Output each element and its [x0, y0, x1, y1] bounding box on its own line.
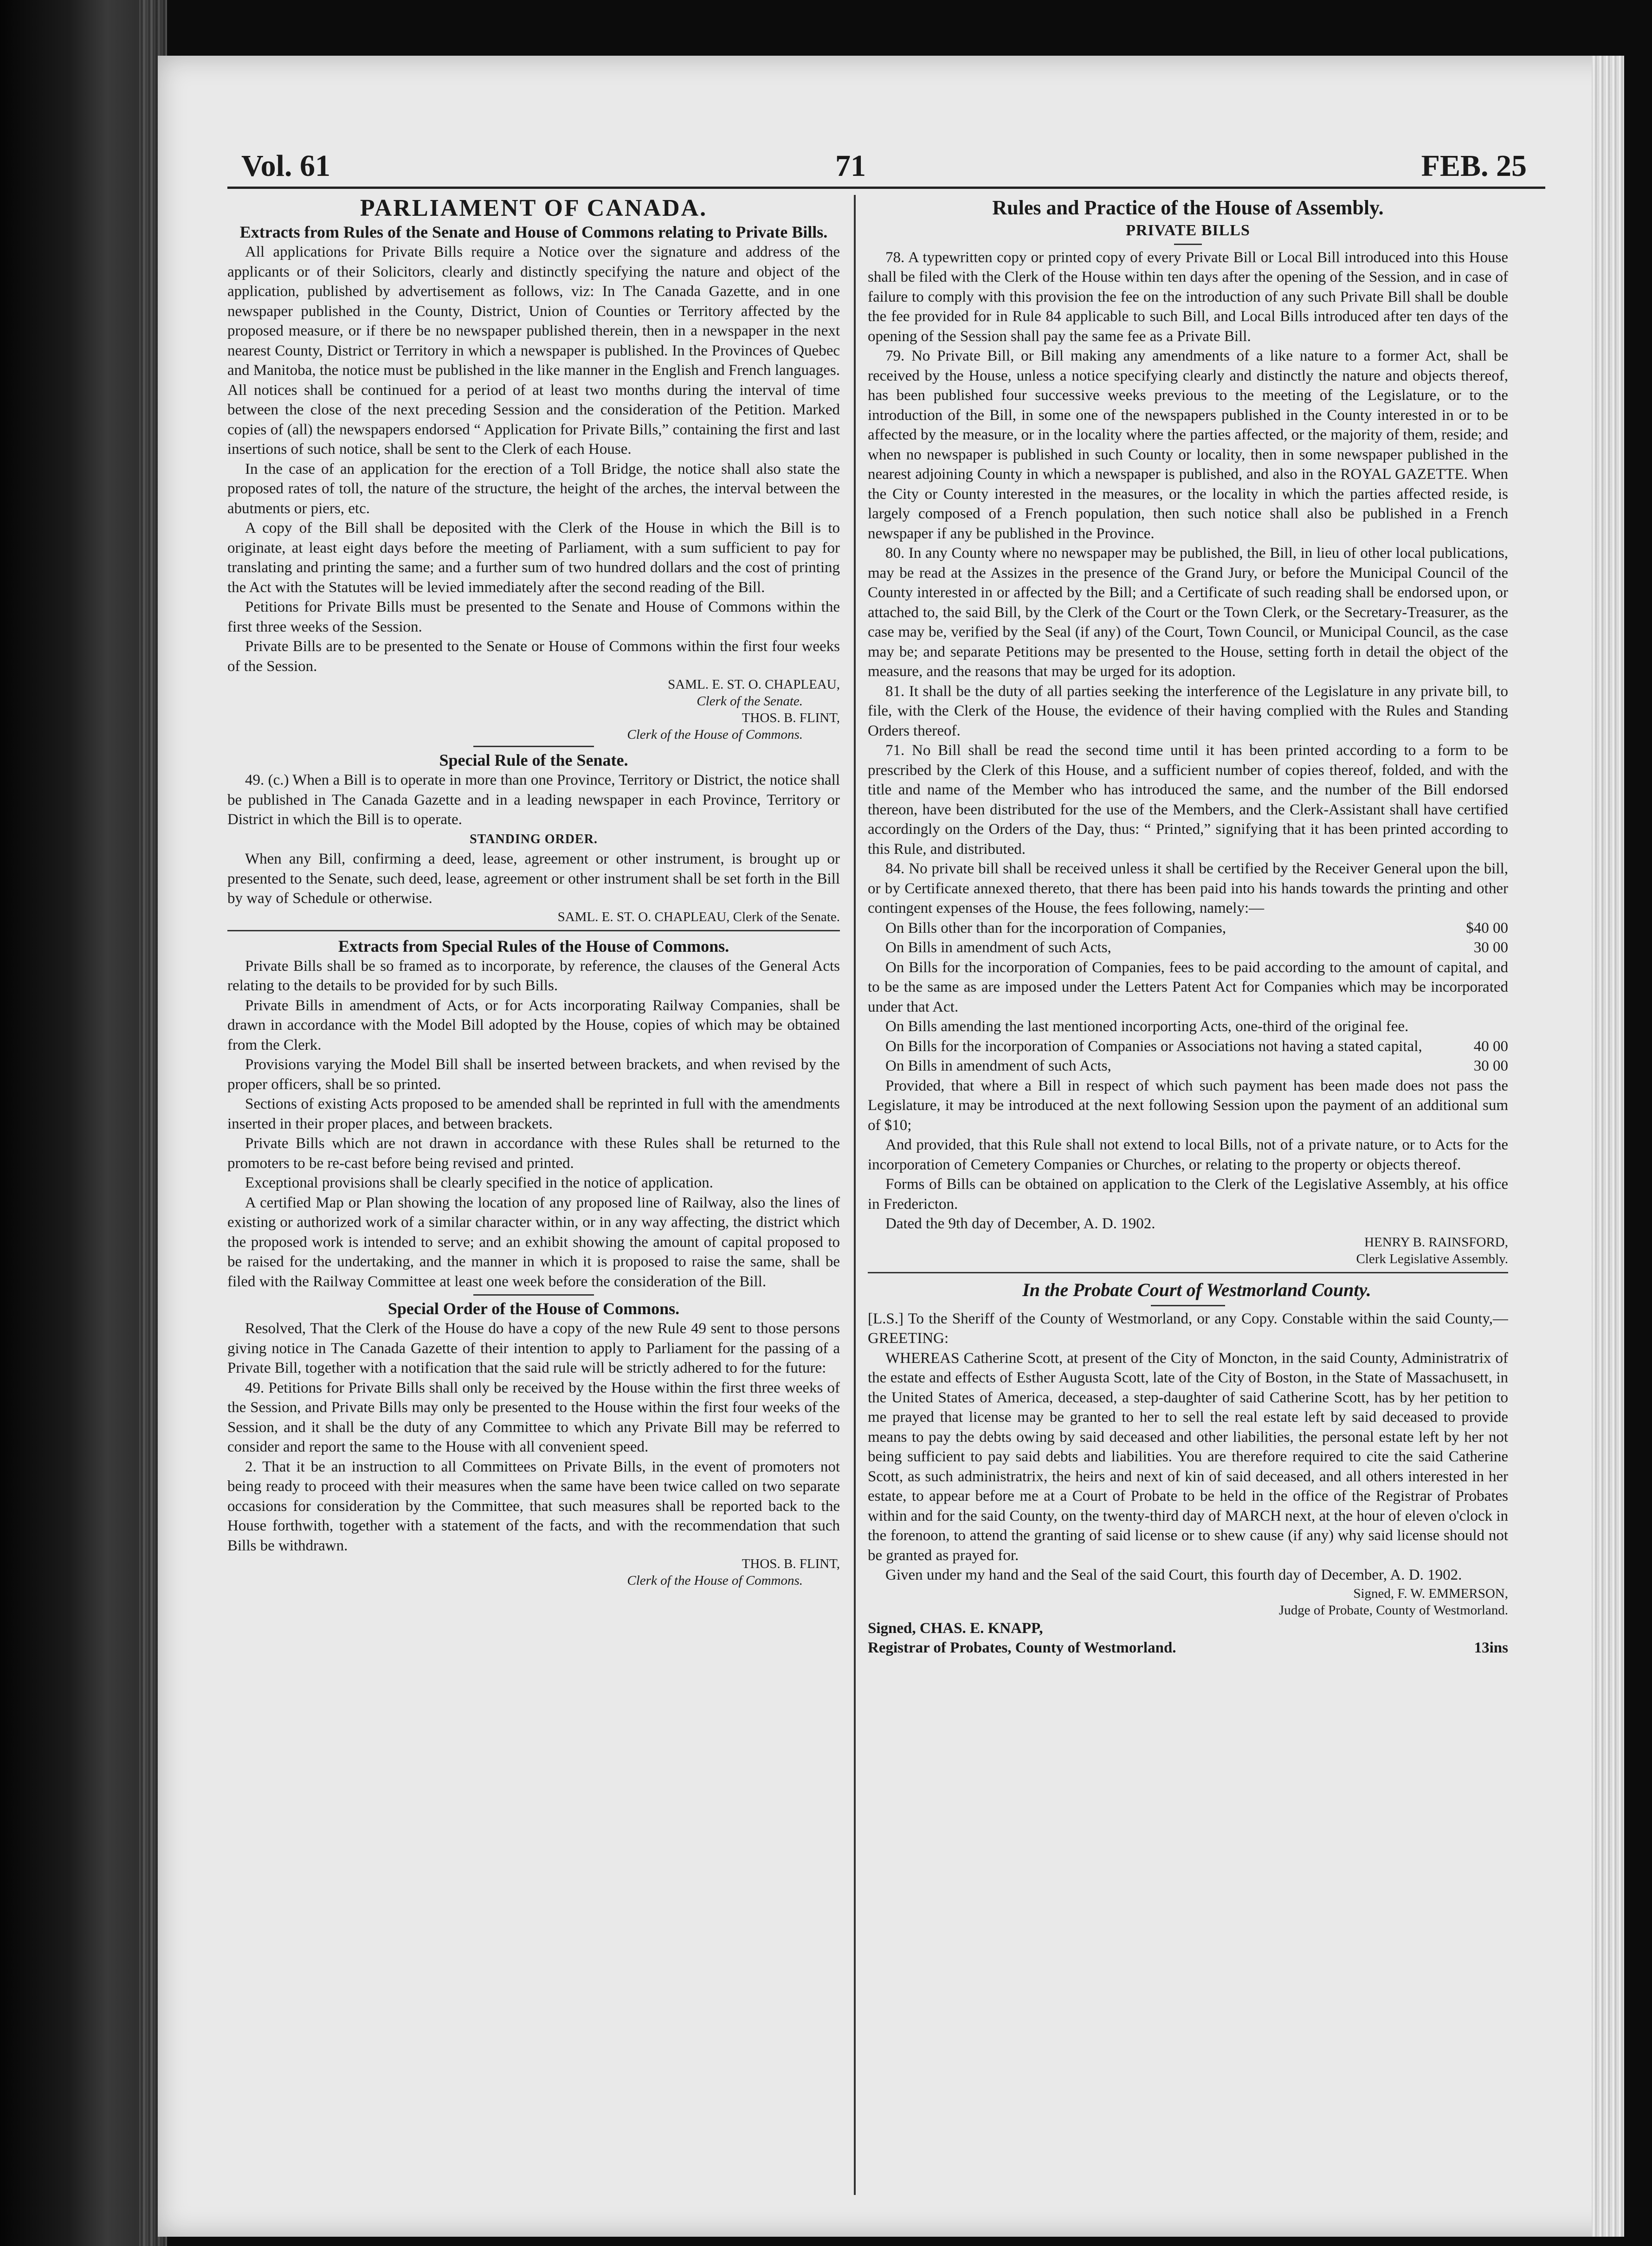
- rule-71: 71. No Bill shall be read the second time until it has been printed according to a form to be prescribed by the Clerk of this House, and a sufficient number of copies thereof, folded, and with the title and name of the Member who has introduced the same, and the number of the Bill endorsed thereon, have been distributed for the use of the Members, and the Clerk-Assistant shall have certified accordingly on the Orders of the Day, thus: “ Printed,” signifying that it has been printed according to this Rule, and distributed.: [868, 742, 1508, 858]
- divider: [473, 746, 594, 747]
- commons-rule-1: Private Bills shall be so framed as to incorporate, by reference, the clauses of the General Acts relating to the details to be provided for by such Bills.: [227, 957, 840, 994]
- issue-date: FEB. 25: [1421, 149, 1527, 183]
- rule-79: 79. No Private Bill, or Bill making any amendments of a like nature to a former Act, shall be received by the House, unless a notice specifying clearly and distinctly the nature and objects thereof, has been published four successive weeks previous to the meeting of the Legislature, or to the introduction of the Bill, in some one of the newspapers published in the County interested in or to be affected by the measure, or in the locality where the parties affected, or the majority of them, reside; and when no newspaper is published in such County or locality, then in some newspaper published in the nearest adjoining County in which a newspaper is published, and also in the ROYAL GAZETTE. When the City or County interested in the measures, or the locality in which the parties affected reside, is largely composed of a French population, then such notice shall also be published in a French newspaper if any be published in the Province.: [868, 348, 1508, 542]
- probate-heading: In the Probate Court of Westmorland County.: [1022, 1279, 1371, 1300]
- toll-bridge-paragraph: In the case of an application for the erection of a Toll Bridge, the notice shall also state the proposed rates of toll, the nature of the structure, the height of the arches, the interval between the abutments or piers, etc.: [227, 460, 840, 517]
- rule-84: 84. No private bill shall be received unless it shall be certified by the Receiver General upon the bill, or by Certificate annexed thereto, that there has been paid into his hands towards the printing and other contingent expenses of the House, the fees following, namely:—: [868, 860, 1508, 916]
- divider: [868, 1272, 1508, 1273]
- private-bills-subheading: PRIVATE BILLS: [1126, 222, 1250, 239]
- fee-label: On Bills for the incorporation of Companies or Associations not having a stated capital,: [885, 1038, 1422, 1055]
- special-order-heading: Special Order of the House of Commons.: [387, 1299, 680, 1318]
- signature-flint-2-title: Clerk of the House of Commons.: [627, 1573, 803, 1588]
- signature-knapp-title: Registrar of Probates, County of Westmorland.: [868, 1639, 1176, 1656]
- rule-49-paragraph: 49. Petitions for Private Bills shall only be received by the House within the first three weeks of the Session, and Private Bills may only be presented to the House within the first four weeks of the Session, and it shall be the duty of any Committee to which any Private Bill may be referred to consider and report the same to the House with all convenient speed.: [227, 1379, 840, 1455]
- signature-knapp: Signed, CHAS. E. KNAPP,: [868, 1620, 1043, 1637]
- presentation-paragraph: Private Bills are to be presented to the Senate or House of Commons within the first four weeks of the Session.: [227, 638, 840, 675]
- commons-rule-6: Exceptional provisions shall be clearly specified in the notice of application.: [245, 1175, 713, 1191]
- proviso-2: And provided, that this Rule shall not extend to local Bills, not of a private nature, or to Acts for the incorporation of Cemetery Companies or Churches, or relating to the property or objects thereof.: [868, 1136, 1508, 1173]
- petitions-paragraph: Petitions for Private Bills must be presented to the Senate and House of Commons within the first three weeks of the Session.: [227, 599, 840, 635]
- divider: [473, 1294, 594, 1296]
- standing-order-text: When any Bill, confirming a deed, lease, agreement or other instrument, is brought up or presented to the Senate, such deed, lease, agreement or other instrument shall be set forth in the Bill by way of Schedule or otherwise.: [227, 851, 840, 907]
- fee-amount: 30 00: [1473, 939, 1508, 956]
- standing-order-heading: STANDING ORDER.: [470, 832, 598, 846]
- signature-emmerson: Signed, F. W. EMMERSON,: [1353, 1586, 1508, 1601]
- parliament-title: PARLIAMENT OF CANADA.: [360, 195, 708, 221]
- divider: [1174, 244, 1202, 245]
- page-stack-edge: [1592, 56, 1624, 2237]
- fee-amending: On Bills amending the last mentioned incorporting Acts, one-third of the original fee.: [885, 1018, 1409, 1035]
- commons-rule-2: Private Bills in amendment of Acts, or for Acts incorporating Railway Companies, shall be drawn in accordance with the Model Bill adopted by the House, copies of which may be obtained from the Clerk.: [227, 997, 840, 1053]
- special-rule-heading: Special Rule of the Senate.: [439, 751, 628, 769]
- fee-amount: $40 00: [1466, 919, 1508, 936]
- divider: [1151, 1305, 1225, 1306]
- proviso-1: Provided, that where a Bill in respect of which such payment has been made does not pass the Legislature, it may be introduced at the next following Session upon the payment of an additional sum of $10;: [868, 1077, 1508, 1134]
- fee-amount: 40 00: [1473, 1038, 1508, 1055]
- book-spine: [0, 0, 153, 2246]
- signature-flint-2: THOS. B. FLINT,: [742, 1556, 840, 1571]
- commons-rule-7: A certified Map or Plan showing the location of any proposed line of Railway, also the lines of existing or authorized work of a similar character within, or in any way affecting, the district which the proposed work is intended to serve; and an exhibit showing the amount of capital proposed to be raised for the undertaking, and the manner in which it is proposed to raise the same, shall be filed with the Railway Committee at least one week before the consideration of the Bill.: [227, 1194, 840, 1290]
- fee-incorporation: On Bills for the incorporation of Companies, fees to be paid according to the amount of capital, and to be the same as are imposed under the Letters Patent Act for Companies which may be incorporated under that Act.: [868, 959, 1508, 1015]
- signature-rainsford-title: Clerk Legislative Assembly.: [1356, 1251, 1508, 1266]
- signature-chapleau: SAML. E. ST. O. CHAPLEAU,: [668, 677, 840, 692]
- fee-row: [868, 1037, 1508, 1057]
- deposit-paragraph: A copy of the Bill shall be deposited with the Clerk of the House in which the Bill is to originate, at least eight days before the meeting of Parliament, with a sum sufficient to pay for translating and printing the same; and a further sum of two hundred dollars and the cost of printing the Act with the Statutes will be levied immediately after the second reading of the Bill.: [227, 520, 840, 596]
- commons-rule-4: Sections of existing Acts proposed to be amended shall be reprinted in full with the amendments inserted in their proper places, and between brackets.: [227, 1096, 840, 1132]
- signature-rainsford: HENRY B. RAINSFORD,: [1364, 1234, 1508, 1250]
- signature-flint: THOS. B. FLINT,: [742, 710, 840, 725]
- forms-paragraph: Forms of Bills can be obtained on application to the Clerk of the Legislative Assembly, at his office in Fredericton.: [868, 1176, 1508, 1213]
- fee-row: [868, 918, 1508, 938]
- fee-label: On Bills in amendment of such Acts,: [885, 1058, 1111, 1074]
- commons-rule-5: Private Bills which are not drawn in accordance with these Rules shall be returned to the promoters to be re-cast before being revised and printed.: [227, 1135, 840, 1172]
- rule-81: 81. It shall be the duty of all parties seeking the interference of the Legislature in any private bill, to file, with the Clerk of the House, the evidence of their having complied with the Rules and Standing Orders thereof.: [868, 683, 1508, 739]
- rule-80: 80. In any County where no newspaper may be published, the Bill, in lieu of other local publications, may be read at the Assizes in the presence of the Grand Jury, or before the Municipal Council of the County interested in or affected by the Bill; and a Certificate of such reading shall be endorsed upon, or attached to, the said Bill, by the Clerk of the Court or the Town Clerk, or the Secretary-Treasurer, as the case may be, verified by the Seal (if any) of the Court, Town Council, or Municipal Council, as the case may be; and separate Petitions may be presented to the House, setting forth in detail the object of the measure, and the reasons that may be urged for its adoption.: [868, 545, 1508, 680]
- right-column: [868, 195, 1508, 2195]
- assembly-heading: Rules and Practice of the House of Assembly.: [992, 196, 1384, 219]
- fee-amount: 30 00: [1473, 1058, 1508, 1074]
- probate-address: [L.S.] To the Sheriff of the County of Westmorland, or any Copy. Constable within the said County,—GREETING:: [868, 1310, 1508, 1347]
- dated-line: Dated the 9th day of December, A. D. 1902.: [885, 1215, 1155, 1232]
- column-rule: [854, 195, 856, 2195]
- divider: [227, 930, 840, 931]
- signature-chapleau-2: SAML. E. ST. O. CHAPLEAU, Clerk of the Senate.: [557, 909, 840, 924]
- rule-49c: 49. (c.) When a Bill is to operate in more than one Province, Territory or District, the notice shall be published in The Canada Gazette and in a leading newspaper in each Province, Territory or District in which the Bill is to operate.: [227, 772, 840, 828]
- gazette-page: [158, 56, 1624, 2237]
- probate-given: Given under my hand and the Seal of the said Court, this fourth day of December, A. D. 1902.: [885, 1567, 1462, 1583]
- volume-label: Vol. 61: [241, 149, 330, 183]
- resolved-paragraph: Resolved, That the Clerk of the House do have a copy of the new Rule 49 sent to those persons giving notice in The Canada Gazette of their intention to apply to Parliament for the passing of a Private Bill, together with a notification that the said rule will be strictly adhered to for the future:: [227, 1320, 840, 1376]
- rule-78: 78. A typewritten copy or printed copy of every Private Bill or Local Bill introduced into this House shall be filed with the Clerk of the House within ten days after the opening of the Session, and in case of failure to comply with this provision the fee on the introduction of any such Private Bill shall be double the fee provided for in Rule 84 applicable to such Bill, and Local Bills introduced after ten days of the opening of the Session shall pay the same fee as a Private Bill.: [868, 249, 1508, 345]
- left-column: [227, 195, 840, 2195]
- fee-row: [868, 938, 1508, 958]
- insertion-count: 13ins: [1474, 1639, 1508, 1656]
- fee-row: [868, 1056, 1508, 1076]
- extracts-heading: Extracts from Rules of the Senate and House of Commons relating to Private Bills.: [239, 223, 828, 241]
- header-rule: [227, 187, 1545, 189]
- signature-flint-title: Clerk of the House of Commons.: [627, 727, 803, 742]
- probate-body: WHEREAS Catherine Scott, at present of the City of Moncton, in the said County, Administratrix of the estate and effects of Esther Augusta Scott, late of the City of Boston, in the State of Massachusett, in the United States of America, deceased, a step-daughter of said Catherine Scott, has by her petition to me prayed that license may be granted to her to sell the real estate left by said deceased to provide means to pay the debts owing by said deceased and other liabilities, the personal estate left by her not being sufficient to pay said debts and liabilities. You are therefore required to cite the said Catherine Scott, as such administratrix, the heirs and next of kin of said deceased, and all others interested in her estate, to appear before me at a Court of Probate to be held in the office of the Registrar of Probates within and for the said County, on the twenty-third day of MARCH next, at the hour of eleven o'clock in the forenoon, to attend the granting of said license or to shew cause (if any) why said license should not be granted as prayed for.: [868, 1349, 1508, 1564]
- signature-chapleau-title: Clerk of the Senate.: [697, 694, 803, 709]
- commons-extracts-heading: Extracts from Special Rules of the House of Commons.: [338, 936, 729, 955]
- page-number: 71: [835, 149, 866, 183]
- registrar-line: [868, 1638, 1508, 1658]
- commons-rule-3: Provisions varying the Model Bill shall be inserted between brackets, and when revised by the proper officers, shall be so printed.: [227, 1056, 840, 1093]
- fee-label: On Bills in amendment of such Acts,: [885, 939, 1111, 956]
- signature-emmerson-title: Judge of Probate, County of Westmorland.: [1278, 1602, 1508, 1618]
- notice-paragraph: All applications for Private Bills require a Notice over the signature and address of the applicants or of their Solicitors, clearly and distinctly specifying the nature and object of the application, published by advertisement as follows, viz: In The Canada Gazette, and in one newspaper published in the County, District, Union of Counties or Territory affected by the proposed measure, or if there be no newspaper published therein, then in a newspaper in the next nearest County, District or Territory in which a newspaper is published. In the Provinces of Quebec and Manitoba, the notice must be published in the like manner in the English and French languages. All notices shall be continued for a period of at least two months during the interval of time between the close of the next preceding Session and the consideration of the Petition. Marked copies of (all) the newspapers endorsed “ Application for Private Bills,” containing the first and last insertions of such notice, shall be sent to the Clerk of each House.: [227, 244, 840, 458]
- instruction-paragraph: 2. That it be an instruction to all Committees on Private Bills, in the event of promoters not being ready to proceed with their measures when the same have been twice called on two separate occasions for consideration by the Committee, that such measures shall be reported back to the House forthwith, together with a statement of the facts, and with the recommendation that such Bills be withdrawn.: [227, 1458, 840, 1554]
- fee-label: On Bills other than for the incorporation of Companies,: [885, 919, 1226, 936]
